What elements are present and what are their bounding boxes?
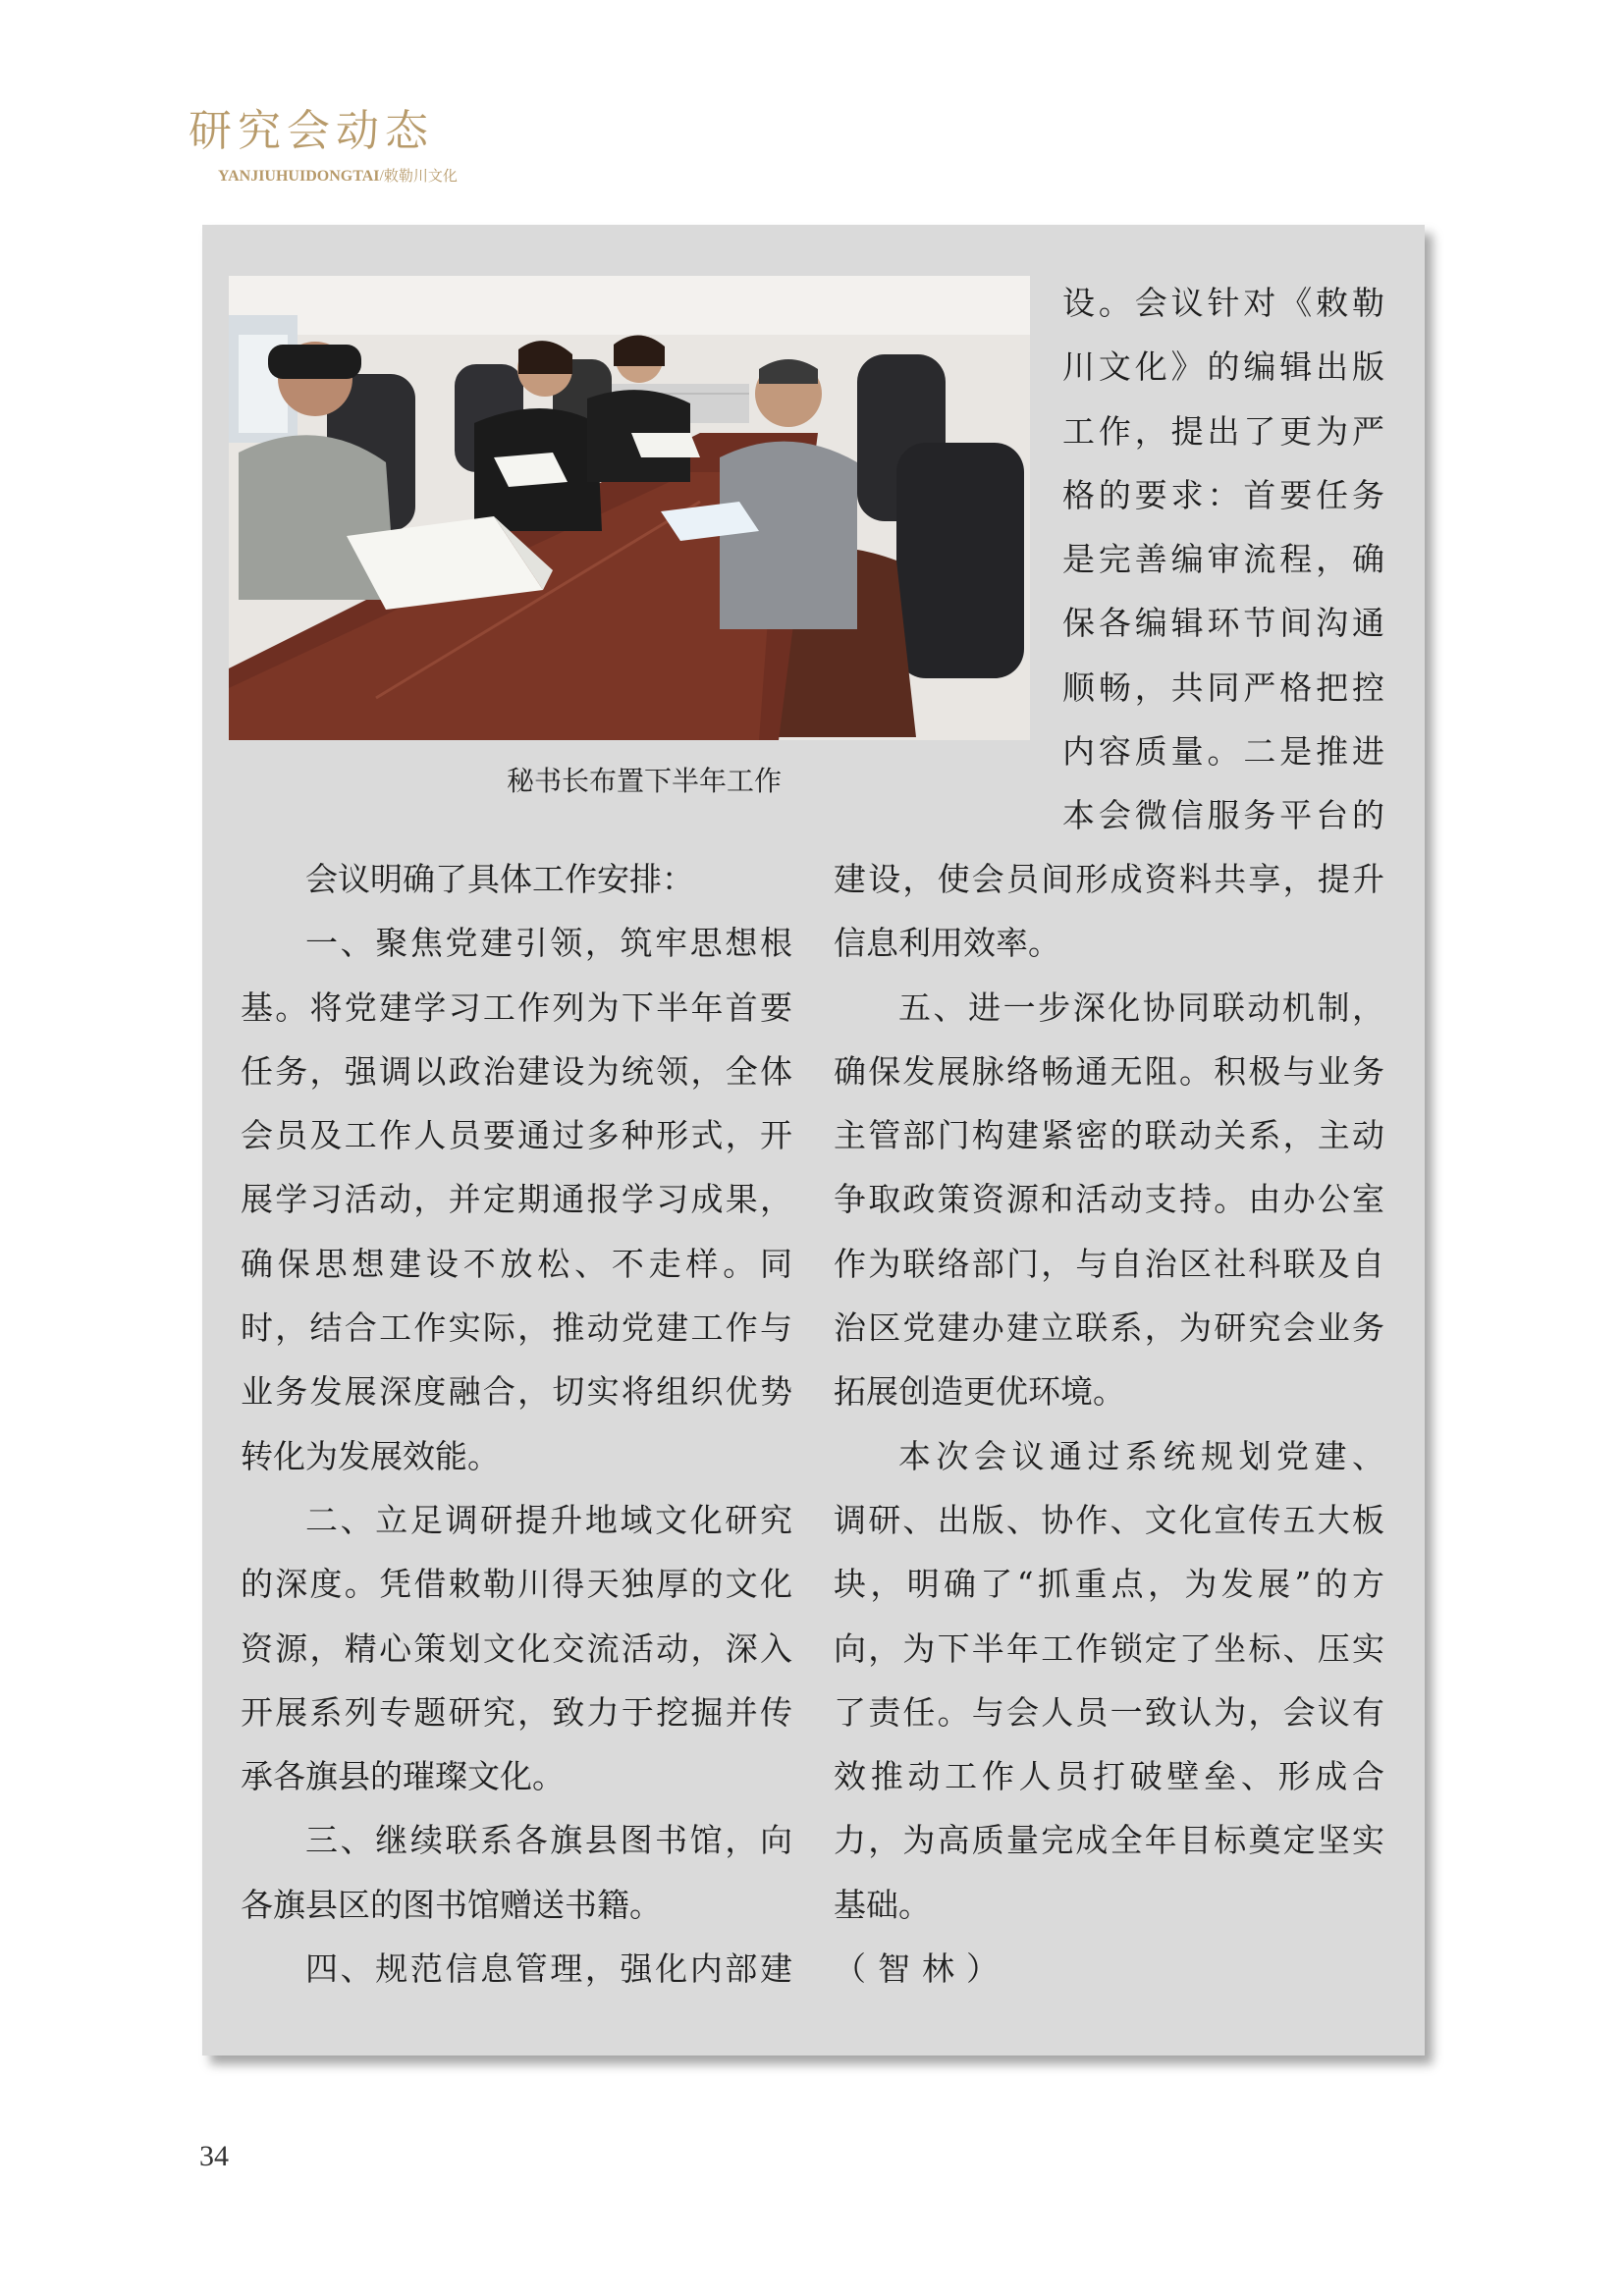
text-line: 是完善编审流程，确	[1062, 540, 1384, 579]
text-line: 本会微信服务平台的	[1062, 796, 1384, 835]
text-line: 本次会议通过系统规划党建、	[898, 1436, 1384, 1475]
subtitle-cn: 敕勒川文化	[383, 167, 458, 185]
text-line: 会员及工作人员要通过多种形式，开	[241, 1116, 792, 1155]
text-line: 治区党建办建立联系，为研究会业务	[834, 1308, 1384, 1348]
text-line: 确保发展脉络畅通无阻。积极与业务	[834, 1051, 1384, 1091]
text-line: 作为联络部门，与自治区社科联及自	[834, 1244, 1384, 1283]
text-line: 时，结合工作实际，推动党建工作与	[241, 1308, 792, 1348]
text-line: 资源，精心策划文化交流活动，深入	[241, 1629, 792, 1668]
section-subtitle	[218, 169, 458, 185]
page-number: 34	[199, 2140, 229, 2172]
text-line: 效推动工作人员打破壁垒、形成合	[834, 1757, 1384, 1796]
text-line: 三、继续联系各旗县图书馆，向	[305, 1821, 792, 1860]
text-line: 五、进一步深化协同联动机制，	[898, 988, 1384, 1027]
text-line: 承各旗县的璀璨文化。	[241, 1757, 565, 1796]
section-title: 研究会动态	[189, 106, 434, 156]
text-line: 块，明确了“抓重点，为发展”的方	[834, 1565, 1384, 1604]
text-line: 保各编辑环节间沟通	[1062, 604, 1384, 643]
text-line: 信息利用效率。	[834, 924, 1060, 963]
article-author: （智林）	[834, 1949, 1010, 1989]
text-line: 确保思想建设不放松、不走样。同	[241, 1244, 792, 1283]
text-line: 业务发展深度融合，切实将组织优势	[241, 1372, 792, 1412]
text-line: 开展系列专题研究，致力于挖掘并传	[241, 1692, 792, 1732]
subtitle-en: YANJIUHUIDONGTAI	[218, 168, 380, 185]
article-top-right-column	[1062, 271, 1384, 848]
subtitle-separator: /	[379, 168, 384, 185]
text-line: 会议明确了具体工作安排：	[305, 860, 694, 898]
text-line: 展学习活动，并定期通报学习成果，	[241, 1180, 792, 1219]
text-line: 拓展创造更优环境。	[834, 1372, 1125, 1412]
text-line: 设。会议针对《敕勒	[1062, 284, 1384, 322]
text-line: 工作，提出了更为严	[1062, 411, 1384, 451]
article-right-column	[834, 847, 1384, 2001]
text-line: 各旗县区的图书馆赠送书籍。	[241, 1885, 662, 1924]
text-line: 基础。	[834, 1885, 931, 1924]
text-line: 争取政策资源和活动支持。由办公室	[834, 1180, 1384, 1219]
text-line: 一、聚焦党建引领，筑牢思想根	[305, 924, 792, 963]
text-line: 二、立足调研提升地域文化研究	[305, 1500, 792, 1539]
text-line: 顺畅，共同严格把控	[1062, 667, 1384, 707]
text-line: 基。将党建学习工作列为下半年首要	[241, 988, 792, 1027]
text-line: 主管部门构建紧密的联动关系，主动	[834, 1116, 1384, 1155]
text-line: 调研、出版、协作、文化宣传五大板	[834, 1500, 1384, 1539]
text-line: 任务，强调以政治建设为统领，全体	[241, 1051, 792, 1091]
text-line: 力，为高质量完成全年目标奠定坚实	[834, 1821, 1384, 1860]
photo-caption: 秘书长布置下半年工作	[506, 765, 782, 797]
meeting-photo	[229, 276, 1030, 740]
text-line: 格的要求：首要任务	[1062, 475, 1384, 514]
text-line: 建设，使会员间形成资料共享，提升	[834, 860, 1384, 898]
text-line: 转化为发展效能。	[241, 1436, 500, 1475]
article-left-column	[241, 847, 792, 2001]
meeting-photo-icon	[229, 276, 1030, 740]
text-line: 四、规范信息管理，强化内部建	[305, 1949, 792, 1989]
text-line: 向，为下半年工作锁定了坐标、压实	[834, 1629, 1384, 1668]
text-line: 川文化》的编辑出版	[1062, 347, 1384, 387]
text-line: 的深度。凭借敕勒川得天独厚的文化	[241, 1565, 792, 1604]
text-line: 了责任。与会人员一致认为，会议有	[834, 1692, 1384, 1732]
text-line: 内容质量。二是推进	[1062, 732, 1384, 772]
